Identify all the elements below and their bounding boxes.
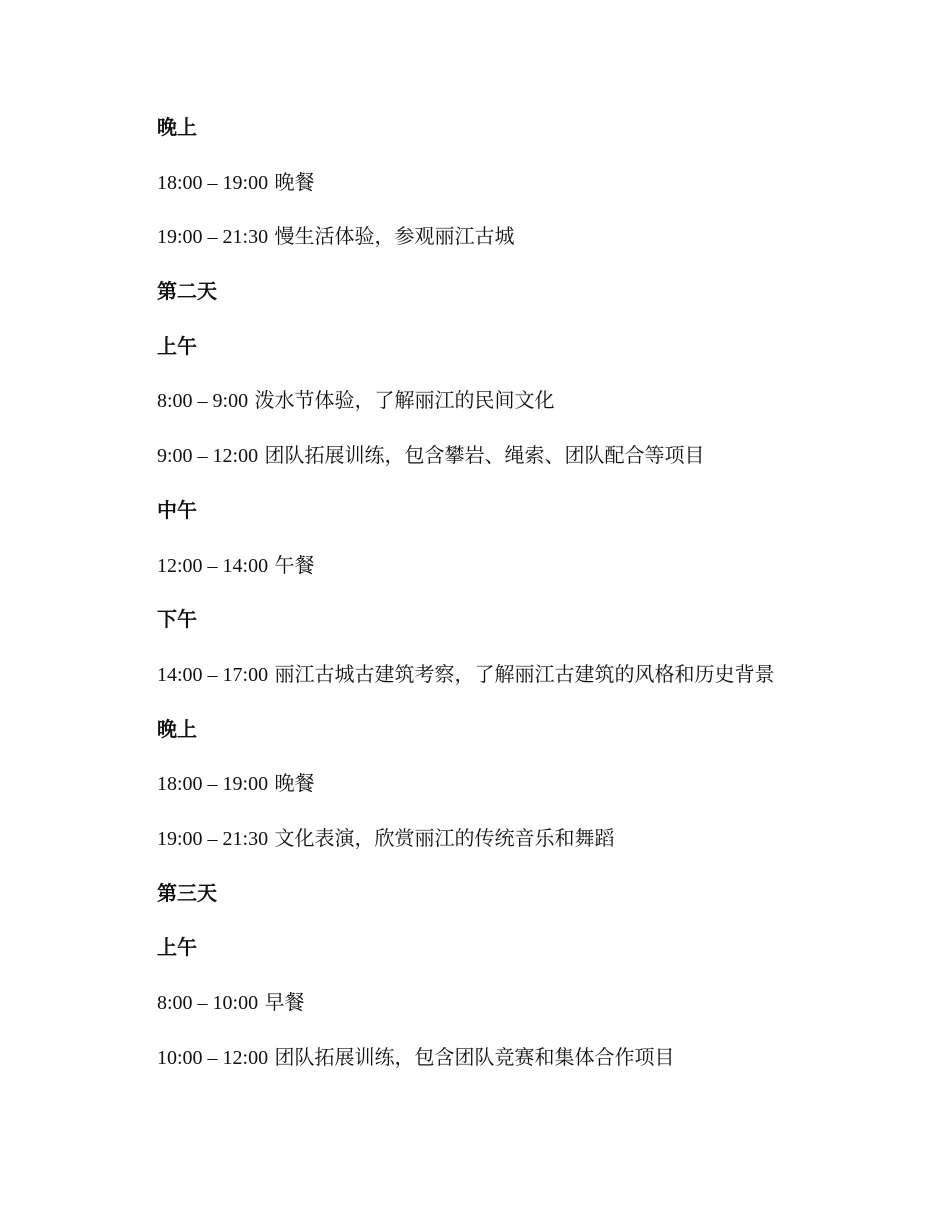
section-heading-evening: 晚上	[157, 115, 197, 139]
schedule-item	[157, 218, 857, 273]
schedule-item	[157, 765, 857, 820]
schedule-time: 12:00 – 14:00	[157, 554, 269, 577]
day-heading-day3: 第三天	[157, 880, 217, 905]
section-heading-noon: 中午	[157, 497, 197, 522]
schedule-desc: 丽江古城古建筑考察，了解丽江古建筑的风格和历史背景	[274, 661, 775, 686]
day-heading-day2: 第二天	[157, 279, 217, 304]
schedule-time: 9:00 – 12:00	[157, 445, 259, 468]
schedule-desc: 晚餐	[274, 169, 315, 194]
schedule-desc: 泼水节体验，了解丽江的民间文化	[254, 388, 555, 413]
schedule-item	[157, 656, 857, 711]
schedule-item	[157, 382, 857, 437]
schedule-desc: 慢生活体验，参观丽江古城	[274, 224, 515, 249]
section-heading-morning: 上午	[157, 935, 197, 960]
schedule-item	[157, 984, 857, 1039]
schedule-desc: 午餐	[274, 552, 315, 577]
schedule-time: 19:00 – 21:30	[157, 226, 269, 249]
section-heading-afternoon: 下午	[157, 607, 197, 632]
schedule-time: 19:00 – 21:30	[157, 827, 269, 850]
schedule-time: 8:00 – 9:00	[157, 390, 249, 413]
schedule-desc: 团队拓展训练，包含攀岩、绳索、团队配合等项目	[264, 443, 705, 468]
schedule-item	[157, 820, 857, 875]
schedule-time: 14:00 – 17:00	[157, 663, 269, 686]
schedule-desc: 晚餐	[274, 771, 315, 796]
schedule-time: 10:00 – 12:00	[157, 1046, 269, 1069]
schedule-item	[157, 1039, 857, 1094]
schedule-content	[157, 109, 857, 1093]
schedule-time: 8:00 – 10:00	[157, 992, 259, 1014]
schedule-item	[157, 164, 857, 219]
schedule-item	[157, 547, 857, 602]
schedule-item	[157, 437, 857, 492]
schedule-time: 18:00 – 19:00	[157, 171, 269, 194]
schedule-desc: 早餐	[264, 990, 305, 1014]
schedule-desc: 团队拓展训练，包含团队竞赛和集体合作项目	[274, 1044, 675, 1069]
section-heading-morning: 上午	[157, 333, 197, 358]
section-heading-evening: 晚上	[157, 716, 197, 741]
schedule-time: 18:00 – 19:00	[157, 773, 269, 796]
schedule-desc: 文化表演，欣赏丽江的传统音乐和舞蹈	[274, 825, 615, 850]
